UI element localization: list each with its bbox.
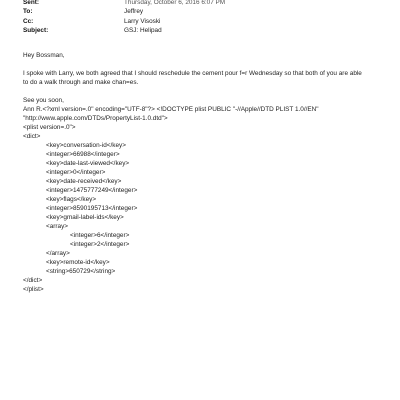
xml-line: <key>conversation-id</key> <box>46 142 126 149</box>
sent-label: Sent: <box>23 0 39 6</box>
xml-line: <string>650729</string> <box>46 268 116 275</box>
xml-line: <key>date-last-viewed</key> <box>46 160 130 167</box>
xml-line: <key>remote-id</key> <box>46 259 110 266</box>
to-value: Jeffrey <box>124 8 144 15</box>
to-label: To: <box>23 8 33 15</box>
paragraph-line-1: I spoke with Larry, we both agreed that I should reschedule the cement pour f=r Wednesday so that both of you are able <box>23 70 362 77</box>
xml-line: <integer>0</integer> <box>46 169 106 176</box>
xml-line: <array> <box>46 223 69 230</box>
xml-line: <key>gmail-label-ids</key> <box>46 214 124 221</box>
subject-value: GSJ: Helipad <box>124 27 162 34</box>
greeting: Hey Bossman, <box>23 52 65 59</box>
plist-open-tag: <plist version=.0"> <box>23 124 76 131</box>
plist-close-tag: </plist> <box>23 286 44 293</box>
dict-close-tag: </dict> <box>23 277 43 284</box>
xml-line: <integer>1475777249</integer> <box>46 187 138 194</box>
xml-array-item: <integer>6</integer> <box>70 232 130 239</box>
dict-open-tag: <dict> <box>23 133 41 140</box>
xml-line: </array> <box>46 250 70 257</box>
xml-line: <key>date-received</key> <box>46 178 122 185</box>
see-you-line: See you soon, <box>23 97 64 104</box>
subject-label: Subject: <box>23 27 49 34</box>
xml-array-item: <integer>2</integer> <box>70 241 130 248</box>
signature-doctype-line: Ann R.<?xml version=.0" encoding="UTF-8"?> <!DOCTYPE plist PUBLIC "-//Apple//DTD PLIST 1.0//EN" <box>23 106 319 113</box>
paragraph-line-2: to do a walk through and make chan=es. <box>23 79 139 86</box>
cc-value: Larry Visoski <box>124 18 161 25</box>
dtd-url-line: "http://www.apple.com/DTDs/PropertyList-1.0.dtd"> <box>23 115 168 122</box>
xml-line: <key>flags</key> <box>46 196 97 203</box>
cc-label: Cc: <box>23 18 34 25</box>
xml-line: <integer>66988</integer> <box>46 151 120 158</box>
sent-value: Thursday, October 6, 2016 6:07 PM <box>124 0 226 6</box>
xml-line: <integer>8590195713</integer> <box>46 205 138 212</box>
